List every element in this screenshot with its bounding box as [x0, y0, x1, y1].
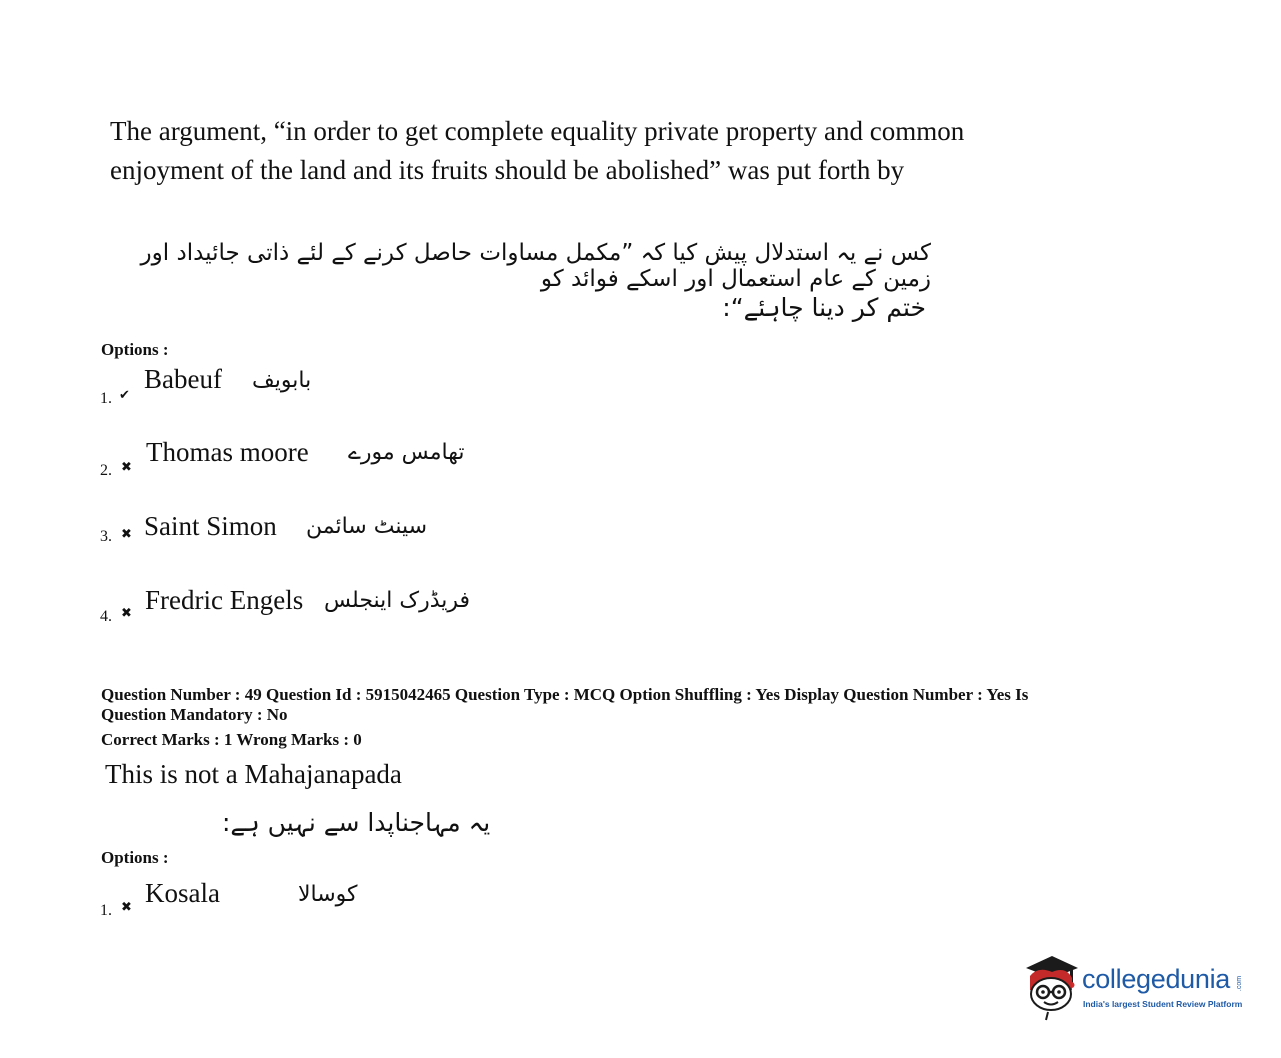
- logo-suffix: .com: [1236, 975, 1244, 992]
- option-number: 4.: [100, 608, 112, 625]
- option-text-urdu: بابویف: [252, 368, 312, 393]
- option-text-urdu: کوسالا: [298, 882, 358, 907]
- question-meta-line2: Question Mandatory : No: [101, 705, 288, 724]
- question-text-urdu-line2: ختم کر دینا چاہئے“:: [722, 293, 926, 322]
- option-text-urdu: تھامس مورے: [348, 440, 465, 465]
- option-text[interactable]: Fredric Engels: [145, 585, 304, 615]
- marks-info: Correct Marks : 1 Wrong Marks : 0: [101, 730, 362, 749]
- question-text-urdu: یہ مہاجناپدا سے نہیں ہے:: [222, 808, 491, 837]
- option-text[interactable]: Babeuf: [144, 364, 222, 394]
- logo-name: collegedunia: [1082, 964, 1231, 994]
- logo-tagline: India's largest Student Review Platform: [1083, 999, 1243, 1009]
- wrong-cross-icon: ✖: [121, 527, 132, 542]
- option-number: 2.: [100, 462, 112, 479]
- question-text: This is not a Mahajanapada: [105, 759, 402, 789]
- option-number: 3.: [100, 528, 112, 545]
- option-number: 1.: [100, 902, 112, 919]
- option-text-urdu: فریڈرک اینجلس: [324, 588, 471, 613]
- wrong-cross-icon: ✖: [121, 900, 132, 915]
- option-text-urdu: سینٹ سائمن: [306, 514, 428, 539]
- question-text-urdu-line1: کس نے یہ استدلال پیش کیا کہ ”مکمل مساوات حاصل کرنے کے لئے ذاتی جائیداد اور زمین کے عام استعمال اور اسکے فوائد کو: [140, 240, 931, 292]
- collegedunia-logo[interactable]: [1018, 950, 1258, 1025]
- option-text[interactable]: Thomas moore: [146, 437, 309, 467]
- correct-check-icon: ✔: [119, 388, 130, 403]
- question-meta-line1: Question Number : 49 Question Id : 5915042465 Question Type : MCQ Option Shuffling : Yes Display Question Number : Yes Is: [101, 685, 1029, 704]
- option-text[interactable]: Saint Simon: [144, 511, 277, 541]
- option-number: 1.: [100, 390, 112, 407]
- wrong-cross-icon: ✖: [121, 460, 132, 475]
- options-label: Options :: [101, 848, 169, 867]
- mascot-icon: [1018, 950, 1082, 1022]
- option-text[interactable]: Kosala: [145, 878, 220, 908]
- question-text: The argument, “in order to get complete equality private property and common enjoyment of the land and its fruits should be abolished” was put forth by: [110, 116, 965, 185]
- options-label: Options :: [101, 340, 169, 359]
- question-meta: [101, 685, 1101, 725]
- wrong-cross-icon: ✖: [121, 606, 132, 621]
